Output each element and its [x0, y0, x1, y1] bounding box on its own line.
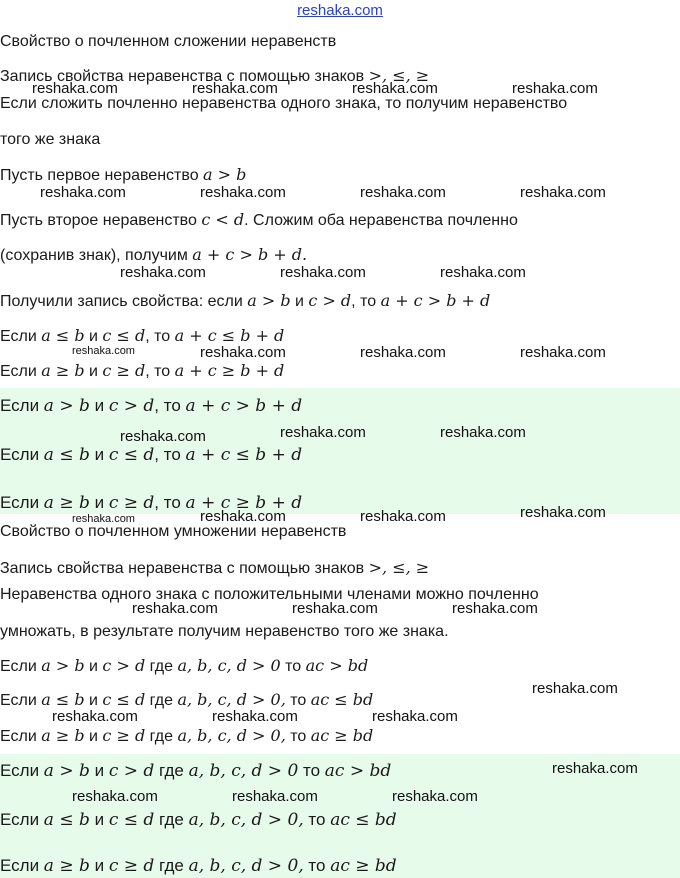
addition-rule-line2: того же знака	[0, 131, 101, 148]
watermark: reshaka.com	[520, 184, 606, 201]
row-result: ac > bd	[305, 656, 369, 675]
addition-title: Свойство о почленном сложении неравенств	[0, 33, 337, 50]
row-and: и	[89, 810, 109, 829]
row-p1: a ≥ b	[41, 361, 85, 380]
watermark: reshaka.com	[120, 264, 206, 281]
row-lead: Если	[0, 658, 42, 675]
first-inequality-line	[0, 165, 246, 186]
record-and: и	[290, 293, 309, 310]
multiplication-signs-intro: Запись свойства неравенства с помощью знаков	[0, 560, 369, 577]
watermark: reshaka.com	[200, 184, 286, 201]
addition-row-ge	[0, 361, 284, 382]
let-second-text: Пусть второе неравенство	[0, 212, 202, 229]
row-and: и	[84, 692, 103, 709]
row-p1: a ≤ b	[41, 326, 85, 345]
row-p2: c > d	[108, 761, 155, 781]
row-p1: a > b	[43, 761, 90, 781]
watermark: reshaka.com	[532, 680, 618, 697]
addition-summary-row-gt	[0, 396, 302, 416]
row-where: где	[154, 856, 189, 875]
site-link[interactable]: reshaka.com	[297, 2, 383, 19]
row-condition: a, b, c, d > 0,	[188, 810, 304, 830]
watermark: reshaka.com	[392, 788, 478, 805]
row-result: ac ≥ bd	[310, 726, 374, 745]
row-lead: Если	[0, 761, 44, 780]
row-result: ac ≤ bd	[330, 810, 397, 830]
watermark: reshaka.com	[372, 708, 458, 725]
row-result: a + c ≥ b + d	[185, 493, 303, 513]
row-p1: a > b	[43, 396, 90, 416]
watermark: reshaka.com	[32, 80, 118, 97]
row-p1: a ≥ b	[41, 726, 85, 745]
row-p1: a ≤ b	[43, 445, 90, 465]
row-p1: a ≤ b	[43, 810, 90, 830]
row-condition: a, b, c, d > 0	[177, 656, 281, 675]
row-then: , то	[154, 396, 186, 415]
row-p1: a ≤ b	[41, 690, 85, 709]
row-lead: Если	[0, 692, 42, 709]
row-p1: a ≥ b	[43, 856, 90, 876]
first-inequality: a > b	[203, 165, 247, 184]
sum-result: a + c > b + d.	[192, 245, 308, 264]
watermark: reshaka.com	[40, 184, 126, 201]
row-then: то	[303, 810, 331, 829]
row-where: где	[145, 658, 178, 675]
watermark: reshaka.com	[200, 508, 286, 525]
row-then: , то	[154, 493, 186, 512]
row-then: то	[285, 692, 311, 709]
multiplication-summary-row-le	[0, 810, 397, 830]
row-result: ac ≥ bd	[330, 856, 397, 876]
multiplication-row-gt	[0, 656, 368, 677]
watermark: reshaka.com	[192, 80, 278, 97]
watermark: reshaka.com	[52, 708, 138, 725]
record-then: , то	[351, 293, 381, 310]
watermark: reshaka.com	[360, 344, 446, 361]
row-and: и	[89, 493, 109, 512]
row-p2: c ≥ d	[102, 726, 146, 745]
multiplication-summary-row-ge	[0, 856, 397, 876]
row-p2: c > d	[108, 396, 155, 416]
multiplication-rule-line2: умножать, в результате получим неравенство того же знака.	[0, 623, 449, 640]
got-record-text: Получили запись свойства: если	[0, 293, 248, 310]
second-inequality: c < d	[201, 210, 245, 229]
row-result: ac > bd	[324, 761, 392, 781]
row-and: и	[89, 396, 109, 415]
row-result: a + c > b + d	[185, 396, 303, 416]
record-p2: c > d	[308, 291, 352, 310]
multiplication-signs: >, ≤, ≥	[368, 558, 430, 577]
got-record-line	[0, 291, 490, 312]
watermark: reshaka.com	[352, 80, 438, 97]
row-p2: c ≤ d	[102, 690, 146, 709]
watermark: reshaka.com	[512, 80, 598, 97]
row-result: ac ≤ bd	[310, 690, 374, 709]
row-condition: a, b, c, d > 0,	[188, 856, 304, 876]
row-lead: Если	[0, 328, 42, 345]
row-and: и	[89, 445, 109, 464]
row-and: и	[89, 856, 109, 875]
row-result: a + c ≤ b + d	[174, 326, 285, 345]
watermark: reshaka.com	[440, 424, 526, 441]
multiplication-summary-row-gt	[0, 761, 391, 781]
row-then: то	[298, 761, 325, 780]
row-condition: a, b, c, d > 0,	[177, 690, 286, 709]
multiplication-signs-line	[0, 558, 429, 579]
row-then: то	[303, 856, 331, 875]
row-result: a + c ≥ b + d	[174, 361, 285, 380]
multiplication-row-ge	[0, 726, 373, 747]
let-first-text: Пусть первое неравенство	[0, 167, 204, 184]
keep-sign-text: (сохранив знак), получим	[0, 247, 193, 264]
row-and: и	[84, 363, 103, 380]
watermark: reshaka.com	[360, 184, 446, 201]
watermark: reshaka.com	[440, 264, 526, 281]
watermark: reshaka.com	[200, 344, 286, 361]
watermark: reshaka.com	[520, 504, 606, 521]
watermark: reshaka.com	[280, 264, 366, 281]
multiplication-rule-line1: Неравенства одного знака с положительными членами можно почленно	[0, 586, 539, 603]
row-condition: a, b, c, d > 0	[188, 761, 299, 781]
addition-summary-row-le	[0, 445, 302, 465]
second-inequality-line	[0, 210, 518, 231]
row-then: , то	[145, 328, 175, 345]
row-p2: c ≥ d	[108, 856, 155, 876]
row-then: , то	[145, 363, 175, 380]
watermark: reshaka.com	[232, 788, 318, 805]
record-p1: a > b	[247, 291, 291, 310]
row-and: и	[84, 328, 103, 345]
row-where: где	[145, 728, 178, 745]
row-p2: c ≤ d	[102, 326, 146, 345]
watermark: reshaka.com	[552, 760, 638, 777]
addition-signs-intro: Запись свойства неравенства с помощью знаков	[0, 68, 369, 85]
watermark: reshaka.com	[280, 424, 366, 441]
watermark: reshaka.com	[292, 600, 378, 617]
row-lead: Если	[0, 810, 44, 829]
row-where: где	[154, 761, 189, 780]
watermark: reshaka.com	[72, 788, 158, 805]
row-lead: Если	[0, 856, 44, 875]
record-result: a + c > b + d	[380, 291, 491, 310]
watermark: reshaka.com	[520, 344, 606, 361]
row-where: где	[145, 692, 178, 709]
sum-result-line	[0, 245, 307, 266]
add-rest-text: . Сложим оба неравенства почленно	[244, 212, 518, 229]
row-p1: a > b	[41, 656, 85, 675]
watermark: reshaka.com	[360, 508, 446, 525]
addition-signs: >, ≤, ≥	[368, 66, 430, 85]
row-lead: Если	[0, 363, 42, 380]
row-p2: c ≥ d	[108, 493, 155, 513]
row-result: a + c ≤ b + d	[185, 445, 303, 465]
watermark: reshaka.com	[72, 345, 135, 357]
row-then: то	[280, 658, 306, 675]
row-p2: c ≤ d	[108, 445, 155, 465]
watermark: reshaka.com	[120, 428, 206, 445]
multiplication-title: Свойство о почленном умножении неравенств	[0, 523, 347, 540]
row-where: где	[154, 810, 189, 829]
row-then: , то	[154, 445, 186, 464]
row-p2: c ≤ d	[108, 810, 155, 830]
watermark: reshaka.com	[212, 708, 298, 725]
row-lead: Если	[0, 396, 44, 415]
addition-rule-line1: Если сложить почленно неравенства одного знака, то получим неравенство	[0, 95, 568, 112]
row-lead: Если	[0, 728, 42, 745]
row-condition: a, b, c, d > 0,	[177, 726, 286, 745]
watermark: reshaka.com	[452, 600, 538, 617]
row-p2: c ≥ d	[102, 361, 146, 380]
row-and: и	[89, 761, 109, 780]
row-and: и	[84, 658, 103, 675]
row-p1: a ≥ b	[43, 493, 90, 513]
row-lead: Если	[0, 445, 44, 464]
row-then: то	[285, 728, 311, 745]
row-lead: Если	[0, 493, 44, 512]
row-and: и	[84, 728, 103, 745]
watermark: reshaka.com	[132, 600, 218, 617]
watermark: reshaka.com	[72, 513, 135, 525]
row-p2: c > d	[102, 656, 146, 675]
